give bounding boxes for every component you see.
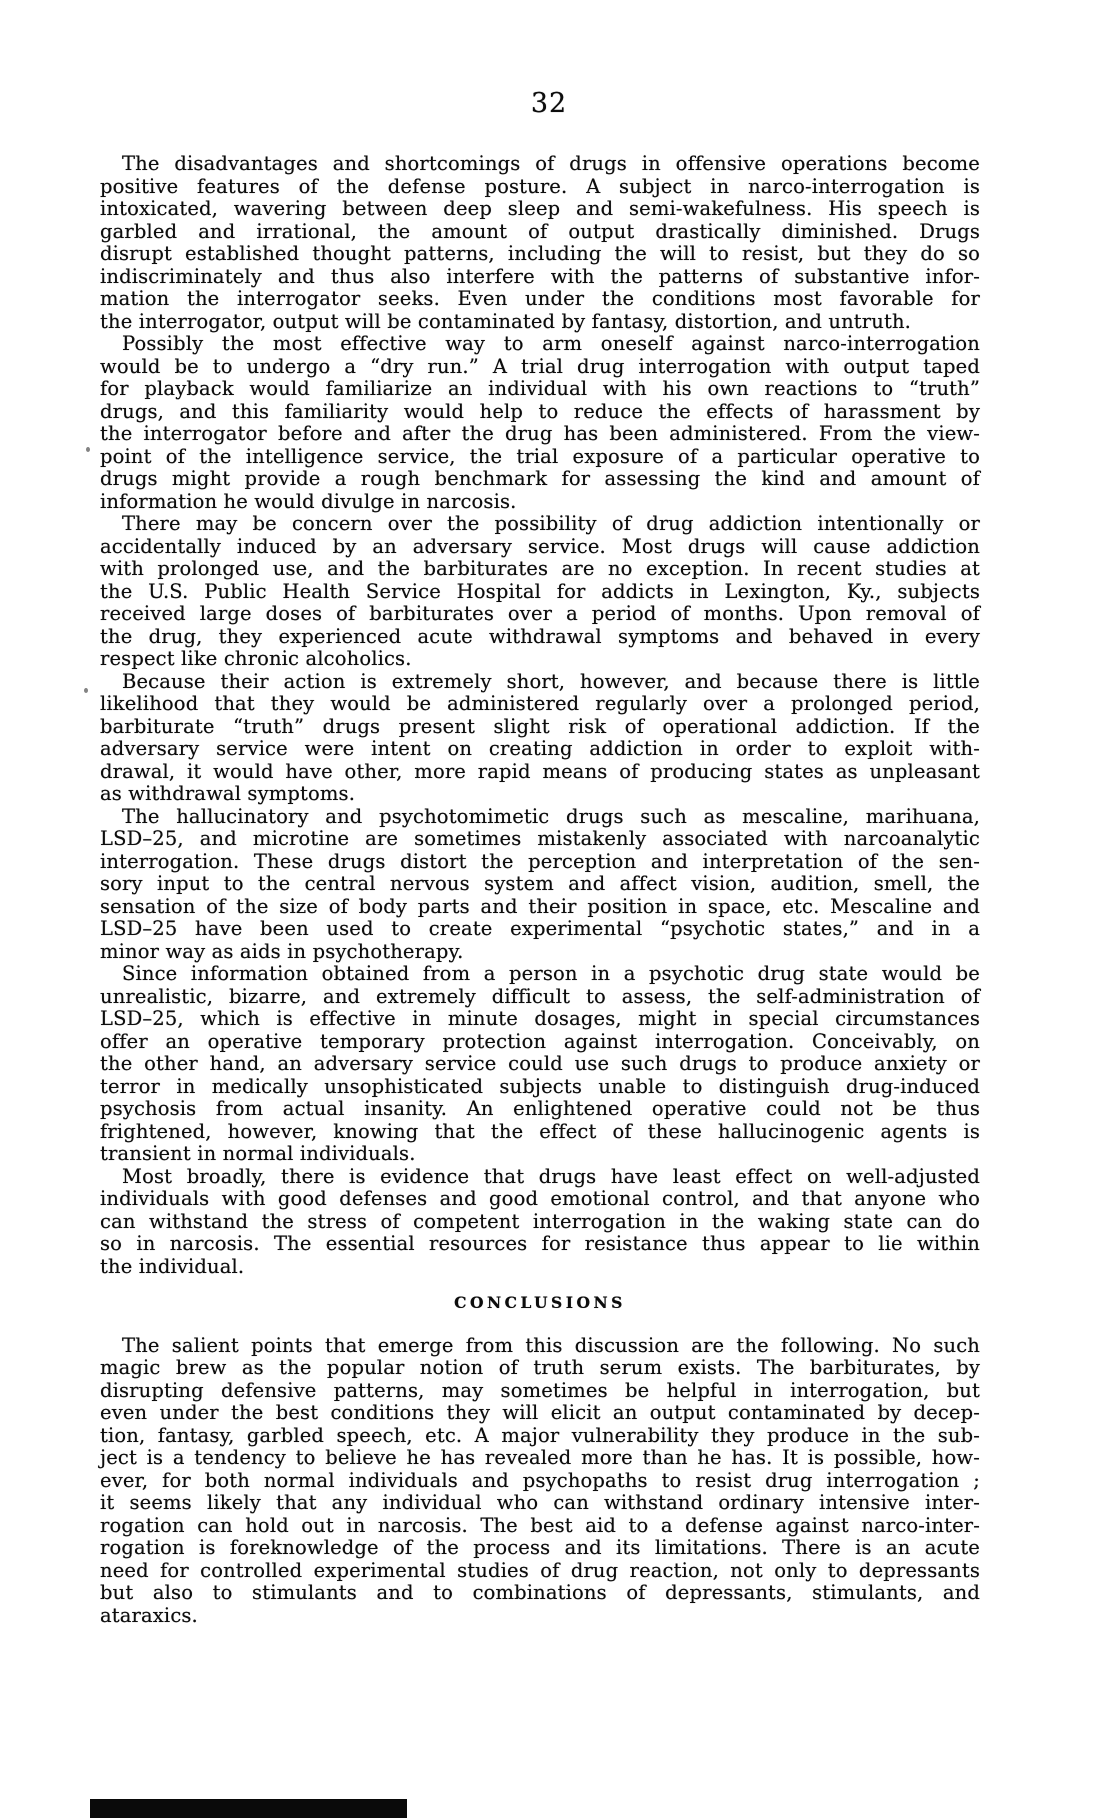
- paragraph: [100, 513, 980, 671]
- paragraph: [100, 963, 980, 1166]
- text-line: but also to stimulants and to combinations of depressants, stimulants, and: [100, 1581, 980, 1604]
- text-line: LSD–25, which is effective in minute dosages, might in special circumstances: [100, 1007, 980, 1030]
- text-line: ever, for both normal individuals and psychopaths to resist drug interrogation ;: [100, 1468, 980, 1492]
- text-line: rogation is foreknowledge of the process and its limitations. There is an acute: [100, 1536, 980, 1559]
- text-line: garbled and irrational, the amount of output drastically diminished. Drugs: [100, 219, 980, 243]
- text-line: accidentally induced by an adversary service. Most drugs will cause addiction: [100, 534, 980, 558]
- paragraph: [100, 1335, 980, 1628]
- text-line: magic brew as the popular notion of truth serum exists. The barbiturates, by: [100, 1356, 980, 1379]
- text-line: drawal, it would have other, more rapid means of producing states as unpleasant: [100, 759, 980, 783]
- text-line: mation the interrogator seeks. Even under the conditions most favorable for: [100, 287, 980, 310]
- text-line: the other hand, an adversary service could use such drugs to produce anxiety or: [100, 1052, 980, 1075]
- text-line: would be to undergo a “dry run.” A trial drug interrogation with output taped: [100, 354, 980, 378]
- text-line: ataraxics.: [100, 1603, 198, 1627]
- text-line: even under the best conditions they will elicit an output contaminated by decep-: [100, 1401, 980, 1424]
- text-line: respect like chronic alcoholics.: [100, 647, 412, 670]
- text-line: drugs might provide a rough benchmark for assessing the kind and amount of: [100, 467, 980, 490]
- text-line: Since information obtained from a person in a psychotic drug state would be: [122, 962, 980, 985]
- text-line: sensation of the size of body parts and their position in space, etc. Mescaline and: [100, 894, 980, 918]
- page-number: 32: [530, 88, 568, 119]
- text-line: with prolonged use, and the barbiturates are no exception. In recent studies at: [100, 557, 980, 580]
- text-line: the drug, they experienced acute withdrawal symptoms and behaved in every: [100, 624, 980, 648]
- text-line: point of the intelligence service, the trial exposure of a particular operative to: [100, 444, 980, 468]
- text-line: the individual.: [100, 1254, 245, 1278]
- text-line: the interrogator before and after the drug has been administered. From the view-: [100, 422, 980, 445]
- text-line: the U.S. Public Health Service Hospital for addicts in Lexington, Ky., subjects: [100, 579, 980, 603]
- paragraph: [100, 153, 980, 333]
- text-line: as withdrawal symptoms.: [100, 782, 356, 805]
- paragraph: [100, 671, 980, 806]
- scan-speck: [86, 447, 90, 452]
- text-line: barbiturate “truth” drugs present slight risk of operational addiction. If the: [100, 714, 980, 738]
- text-line: information he would divulge in narcosis.: [100, 489, 517, 513]
- text-line: minor way as aids in psychotherapy.: [100, 939, 464, 963]
- text-line: likelihood that they would be administered regularly over a prolonged period,: [100, 692, 980, 715]
- paragraph: [100, 1166, 980, 1279]
- section-heading: CONCLUSIONS: [454, 1293, 626, 1312]
- text-line: received large doses of barbiturates over a period of months. Upon removal of: [100, 602, 980, 625]
- text-line: individuals with good defenses and good emotional control, and that anyone who: [100, 1187, 980, 1210]
- page-body: [100, 153, 980, 1627]
- text-line: offer an operative temporary protection against interrogation. Conceivably, on: [100, 1029, 980, 1053]
- text-line: for playback would familiarize an individual with his own reactions to “truth”: [100, 377, 980, 400]
- text-line: disrupt established thought patterns, including the will to resist, but they do so: [100, 242, 980, 265]
- text-line: tion, fantasy, garbled speech, etc. A major vulnerability they produce in the sub-: [100, 1423, 980, 1447]
- text-line: There may be concern over the possibility of drug addiction intentionally or: [122, 512, 980, 535]
- text-line: disrupting defensive patterns, may sometimes be helpful in interrogation, but: [100, 1378, 980, 1402]
- text-line: The disadvantages and shortcomings of drugs in offensive operations become: [122, 152, 980, 175]
- text-line: transient in normal individuals.: [100, 1142, 416, 1165]
- text-line: intoxicated, wavering between deep sleep and semi-wakefulness. His speech is: [100, 197, 980, 220]
- scan-speck: [84, 688, 88, 693]
- paragraph: [100, 333, 980, 513]
- text-line: need for controlled experimental studies of drug reaction, not only to depressants: [100, 1558, 980, 1582]
- text-line: sory input to the central nervous system and affect vision, audition, smell, the: [100, 872, 980, 895]
- text-line: drugs, and this familiarity would help to reduce the effects of harassment by: [100, 399, 980, 423]
- text-line: ject is a tendency to believe he has revealed more than he has. It is possible, how-: [100, 1446, 980, 1469]
- text-line: The hallucinatory and psychotomimetic drugs such as mescaline, marihuana,: [122, 804, 980, 828]
- text-line: can withstand the stress of competent interrogation in the waking state can do: [100, 1209, 980, 1233]
- text-line: frightened, however, knowing that the effect of these hallucinogenic agents is: [100, 1119, 980, 1143]
- text-line: it seems likely that any individual who can withstand ordinary intensive inter-: [100, 1491, 980, 1514]
- text-line: psychosis from actual insanity. An enlightened operative could not be thus: [100, 1097, 980, 1120]
- text-line: Most broadly, there is evidence that drugs have least effect on well-adjusted: [122, 1164, 980, 1188]
- scan-artifact-bar: [90, 1799, 407, 1818]
- text-line: indiscriminately and thus also interfere with the patterns of substantive infor-: [100, 264, 980, 288]
- text-line: Because their action is extremely short, however, and because there is little: [122, 669, 980, 693]
- text-line: rogation can hold out in narcosis. The best aid to a defense against narco-inter-: [100, 1513, 980, 1537]
- text-line: the interrogator, output will be contaminated by fantasy, distortion, and untruth.: [100, 309, 912, 333]
- text-line: LSD–25 have been used to create experimental “psychotic states,” and in a: [100, 917, 980, 940]
- text-line: terror in medically unsophisticated subjects unable to distinguish drug-induced: [100, 1074, 980, 1098]
- text-line: Possibly the most effective way to arm oneself against narco-interrogation: [122, 332, 980, 355]
- text-line: adversary service were intent on creating addiction in order to exploit with-: [100, 737, 980, 760]
- text-line: so in narcosis. The essential resources for resistance thus appear to lie within: [100, 1232, 980, 1255]
- paragraph: [100, 806, 980, 964]
- text-line: positive features of the defense posture. A subject in narco-interrogation is: [100, 174, 980, 198]
- text-line: unrealistic, bizarre, and extremely difficult to assess, the self-administration of: [100, 984, 980, 1008]
- text-line: LSD–25, and microtine are sometimes mistakenly associated with narcoanalytic: [100, 827, 980, 850]
- text-line: The salient points that emerge from this discussion are the following. No such: [122, 1333, 980, 1357]
- text-line: interrogation. These drugs distort the perception and interpretation of the sen-: [100, 849, 980, 873]
